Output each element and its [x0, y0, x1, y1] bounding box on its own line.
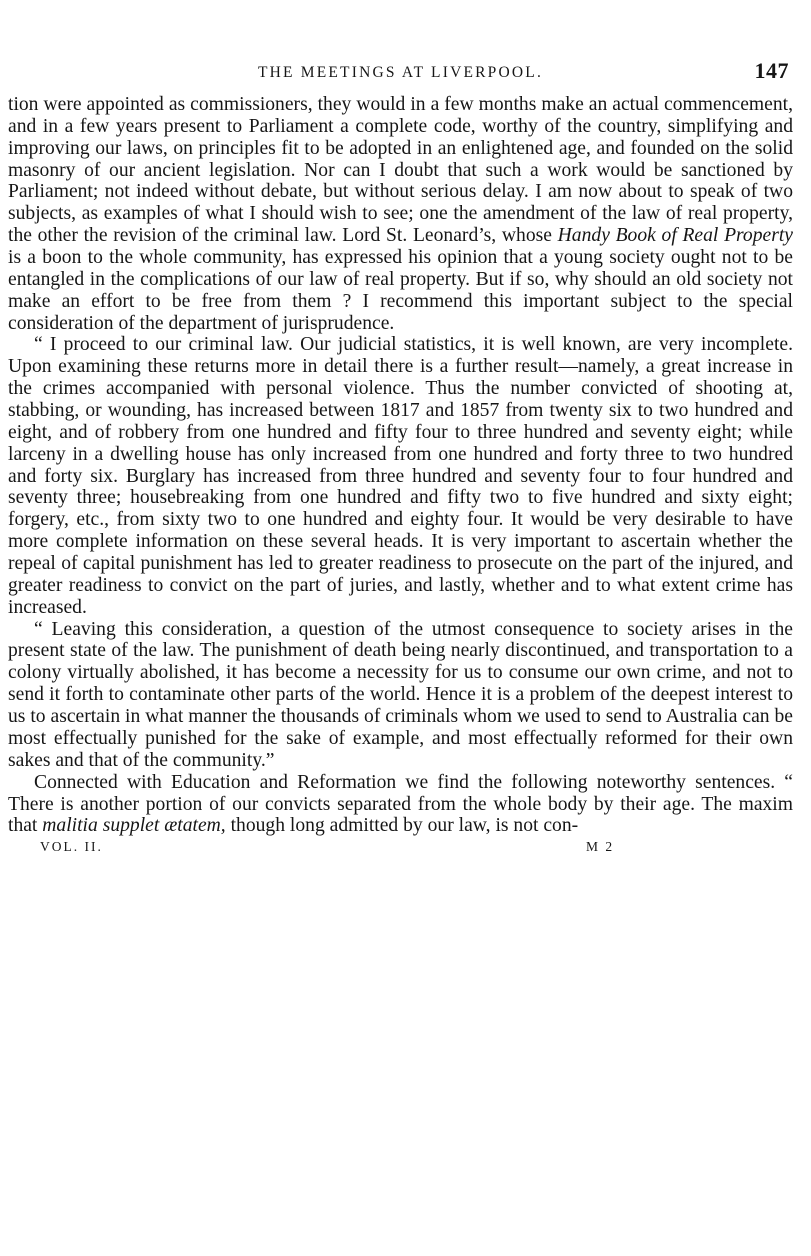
running-title: THE MEETINGS AT LIVERPOOL.	[257, 64, 544, 81]
paragraph-3: “ Leaving this consideration, a question of the utmost consequence to society arises in the present state of the law. The punishment of death being nearly discontinued, and transportation to a colony virtually abolished, it has become a necessity for us to consume our own crime, and not to send it forth to contaminate other parts of the world. Hence it is a problem of the deepest interest to us to ascertain in what manner the thousands of criminals whom we used to send to Australia can be most effectually punished for the sake of example, and most effectually reformed for their own sakes and that of the community.”	[8, 618, 793, 771]
paragraph-1-text-after: is a boon to the whole community, has expressed his opinion that a young society ought not to be entangled in the complications of our law of real property. But if so, why should an old society not make an effort to be free from them ? I recommend this important subject to the special consideration of the department of jurisprudence.	[8, 247, 793, 334]
latin-maxim-italic: malitia supplet ætatem,	[42, 815, 226, 837]
book-title-italic: Handy Book of Real Property	[557, 225, 793, 247]
text-body	[8, 94, 793, 837]
footer-line	[8, 837, 793, 859]
paragraph-1-text: tion were appointed as commissioners, they would in a few months make an actual commencement, and in a few years present to Parliament a complete code, worthy of the country, simplifying and improving our laws, on principles fit to be adopted in an enlightened age, and founded on the solid masonry of our ancient legislation. Nor can I doubt that such a work would be sanctioned by Parliament; not indeed without debate, but without serious delay. I am now about to speak of two subjects, as examples of what I should wish to see; one the amendment of the law of real property, the other the revision of the criminal law. Lord St. Leonard’s, whose	[8, 94, 793, 247]
paragraph-4	[8, 772, 793, 838]
paragraph-1	[8, 94, 793, 334]
signature-mark: M 2	[586, 839, 615, 855]
paragraph-2: “ I proceed to our criminal law. Our judicial statistics, it is well known, are very incomplete. Upon examining these returns more in detail there is a further result—namely, a great increase in the crimes accompanied with personal violence. Thus the number convicted of shooting at, stabbing, or wounding, has increased between 1817 and 1857 from twenty six to two hundred and eight, and of robbery from one hundred and fifty four to three hundred and seventy eight; while larceny in a dwelling house has only increased from one hundred and forty three to two hundred and forty six. Burglary has increased from three hundred and seventy four to four hundred and seventy three; housebreaking from one hundred and fifty two to five hundred and sixty eight; forgery, etc., from sixty two to one hundred and eighty four. It would be very desirable to have more complete information on these several heads. It is very important to ascertain whether the repeal of capital punishment has led to greater readiness to prosecute on the part of the injured, and greater readiness to convict on the part of juries, and lastly, whether and to what extent crime has increased.	[8, 334, 793, 618]
paragraph-4-text: Connected with Education and Reformation we find the following noteworthy sentences. “ There is another portion of our convicts separated from the whole body by their age. The maxim that	[8, 771, 793, 837]
volume-label: VOL. II.	[40, 839, 103, 855]
page-number: 147	[754, 58, 789, 83]
running-head	[8, 56, 793, 86]
paragraph-4-text-after: though long admitted by our law, is not con-	[225, 815, 579, 837]
